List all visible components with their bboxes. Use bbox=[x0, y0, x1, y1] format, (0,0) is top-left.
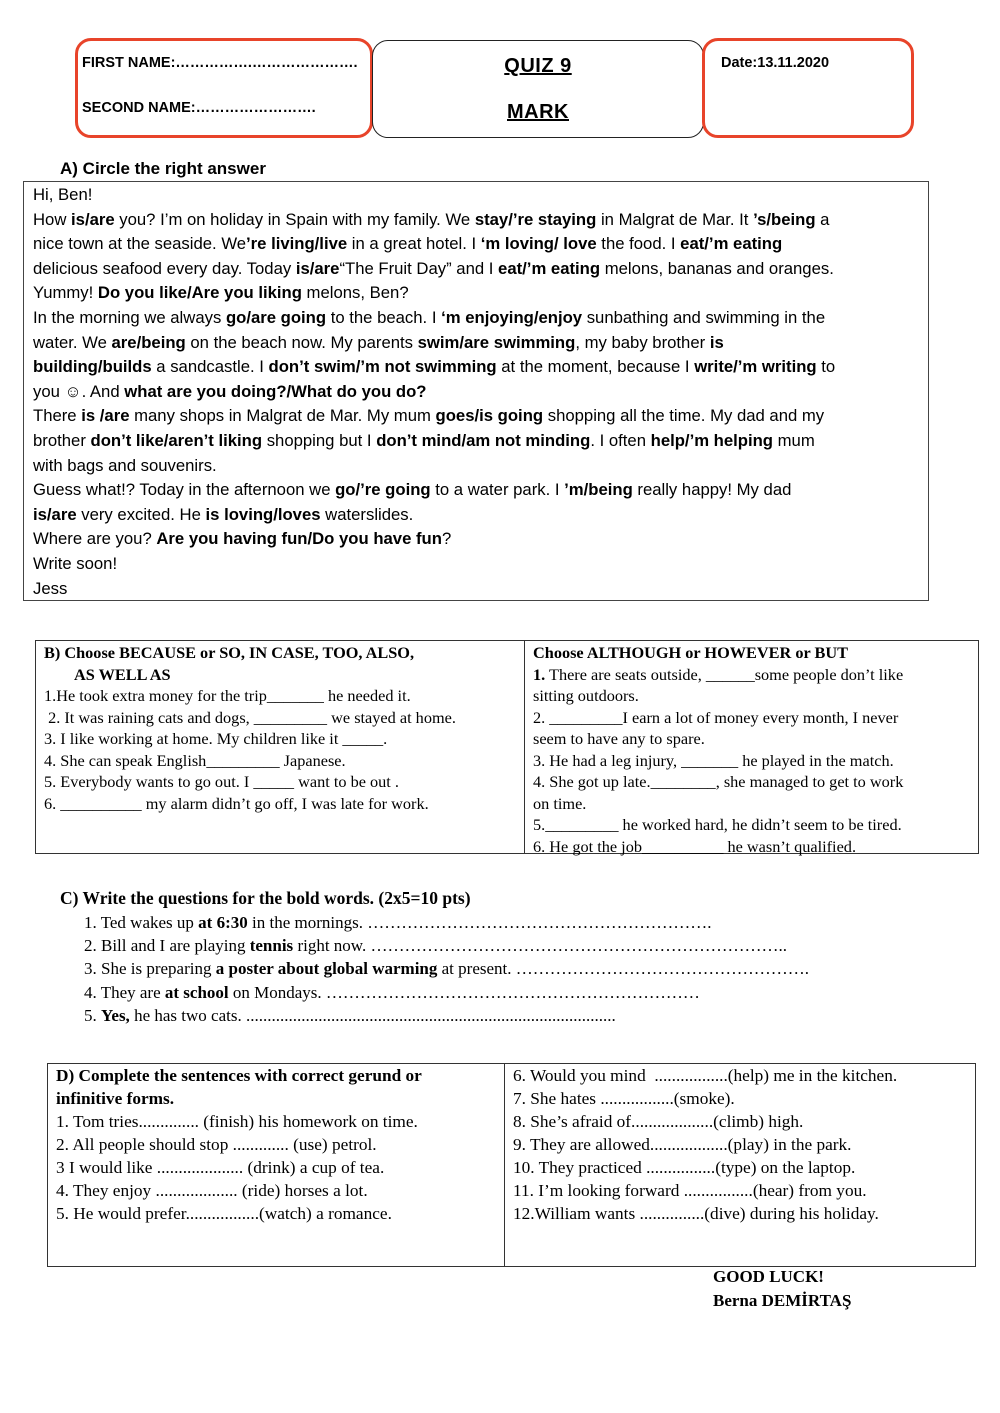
list-item: 4. She can speak English_________ Japanese. bbox=[44, 750, 346, 770]
text-run: How bbox=[33, 209, 72, 229]
list-item: 5. Everybody wants to go out. I _____ want to be out . bbox=[44, 772, 399, 791]
text-run: you ☺. And bbox=[33, 381, 125, 401]
question-item bbox=[84, 1004, 616, 1027]
text-run: ? bbox=[441, 529, 452, 549]
text-run: in the mornings. ……………………………………………………. bbox=[247, 913, 712, 932]
question-item bbox=[84, 957, 809, 980]
letter-line bbox=[33, 232, 919, 257]
text-run: delicious seafood every day. Today bbox=[33, 258, 296, 278]
letter-line bbox=[33, 429, 919, 454]
text-run: at present. ……………………………………………. bbox=[437, 959, 809, 978]
text-run: Where are you? bbox=[33, 529, 157, 549]
text-run: really happy! My dad bbox=[632, 480, 792, 500]
good-luck-text: GOOD LUCK! bbox=[713, 1267, 824, 1286]
text-run: “The Fruit Day” and I bbox=[339, 258, 499, 278]
bold-option[interactable]: go/’re going bbox=[335, 480, 431, 500]
text-run: sunbathing and swimming in the bbox=[582, 307, 826, 327]
list-item: seem to have any to spare. bbox=[533, 729, 705, 748]
letter-line bbox=[33, 306, 919, 331]
text-run: shopping but I bbox=[262, 430, 377, 450]
list-item: 6. He got the job__________ he wasn’t qualified. bbox=[533, 836, 857, 856]
text-run: very excited. He bbox=[76, 504, 206, 524]
list-item: 7. She hates .................(smoke). bbox=[513, 1089, 735, 1108]
text-run: mum bbox=[773, 430, 815, 450]
section-a-title: A) Circle the right answer bbox=[60, 159, 266, 178]
text-run: on the beach now. My parents bbox=[185, 332, 418, 352]
text-run: a sandcastle. I bbox=[151, 357, 269, 377]
text-run: you? I’m on holiday in Spain with my family. We bbox=[114, 209, 475, 229]
bold-option[interactable]: is loving/loves bbox=[205, 504, 321, 524]
section-a-letter bbox=[23, 181, 929, 601]
text-run: melons, bananas and oranges. bbox=[600, 258, 834, 278]
bold-option[interactable]: ’s/being bbox=[753, 209, 816, 229]
bold-option[interactable]: don’t swim/’m not swimming bbox=[268, 357, 497, 377]
question-item bbox=[84, 981, 700, 1004]
list-item: 3. He had a leg injury, _______ he played in the match. bbox=[533, 750, 894, 770]
date-label: Date:13.11.2020 bbox=[721, 55, 830, 71]
item-text: There are seats outside, ______some people don’t like bbox=[545, 664, 904, 684]
letter-line bbox=[33, 527, 919, 552]
section-b-title-cont: AS WELL AS bbox=[74, 664, 171, 684]
list-item: 5._________ he worked hard, he didn’t seem to be tired. bbox=[533, 815, 902, 834]
text-run: 4. They are bbox=[84, 983, 165, 1002]
text-run: right now. ……………………………………………………………….. bbox=[293, 936, 787, 955]
letter-line bbox=[33, 257, 919, 282]
bold-option[interactable]: at school bbox=[164, 983, 229, 1002]
bold-option[interactable]: swim/are swimming bbox=[417, 332, 576, 352]
letter-line bbox=[33, 355, 919, 380]
list-item: 10. They practiced ................(type) on the laptop. bbox=[513, 1158, 856, 1177]
list-item: 1. Tom tries.............. (finish) his homework on time. bbox=[56, 1112, 418, 1131]
text-run: 2. Bill and I are playing bbox=[84, 936, 250, 955]
text-run: 3. She is preparing bbox=[84, 959, 216, 978]
section-b-table bbox=[35, 640, 979, 854]
section-b-right-title: Choose ALTHOUGH or HOWEVER or BUT bbox=[533, 643, 848, 662]
text-run: to the beach. I bbox=[326, 307, 442, 327]
list-item: 3 I would like .................... (drink) a cup of tea. bbox=[56, 1158, 385, 1177]
name-box bbox=[75, 38, 373, 138]
section-d-table bbox=[47, 1063, 976, 1267]
text-run: , my baby brother bbox=[575, 332, 710, 352]
text-run: shopping all the time. My dad and my bbox=[543, 406, 825, 426]
mark-label: MARK bbox=[507, 101, 569, 123]
first-name-field[interactable]: FIRST NAME:…………….…………………. bbox=[82, 55, 358, 71]
list-item: 3. I like working at home. My children like it _____. bbox=[44, 729, 388, 748]
text-run: Yummy! bbox=[33, 283, 98, 303]
list-item: 5. He would prefer.................(watch) a romance. bbox=[56, 1204, 392, 1223]
bold-option[interactable]: is/are bbox=[33, 504, 77, 524]
letter-line bbox=[33, 281, 919, 306]
question-item bbox=[84, 934, 787, 957]
bold-option[interactable]: at 6:30 bbox=[198, 913, 248, 932]
quiz-title: QUIZ 9 bbox=[504, 55, 572, 77]
item-number: 1. bbox=[533, 664, 546, 684]
text-run: In the morning we always bbox=[33, 307, 226, 327]
quiz-mark-box bbox=[372, 40, 704, 138]
list-item: 2. All people should stop ............. (use) petrol. bbox=[56, 1135, 377, 1154]
bold-option[interactable]: ‘m loving/ love bbox=[480, 234, 597, 254]
bold-option[interactable]: Are you having fun/Do you have fun bbox=[156, 529, 442, 549]
bold-option[interactable]: write/’m writing bbox=[694, 357, 817, 377]
list-item: on time. bbox=[533, 793, 587, 813]
letter-line bbox=[33, 380, 919, 405]
bold-option[interactable]: ‘m enjoying/enjoy bbox=[441, 307, 583, 327]
list-item: 9. They are allowed..................(play) in the park. bbox=[513, 1135, 852, 1154]
list-item: 6. __________ my alarm didn’t go off, I was late for work. bbox=[44, 793, 429, 813]
text-run: . I often bbox=[590, 430, 651, 450]
section-d-right-column bbox=[505, 1064, 975, 1266]
list-item: 6. Would you mind .................(help) me in the kitchen. bbox=[513, 1066, 898, 1085]
text-run: brother bbox=[33, 430, 91, 450]
bold-option[interactable]: goes/is going bbox=[435, 406, 544, 426]
text-run: Guess what!? Today in the afternoon we bbox=[33, 480, 336, 500]
text-run: to a water park. I bbox=[430, 480, 565, 500]
author-name: Berna DEMİRTAŞ bbox=[713, 1291, 852, 1310]
second-name-field[interactable]: SECOND NAME:……………………. bbox=[82, 100, 316, 116]
bold-option[interactable]: eat/’m eating bbox=[498, 258, 601, 278]
text-run: he has two cats. ....................................................................................... bbox=[129, 1006, 616, 1025]
bold-option[interactable]: ’re living/live bbox=[246, 234, 348, 254]
section-b-left-column bbox=[36, 641, 525, 853]
section-d-title-cont: infinitive forms. bbox=[56, 1089, 175, 1108]
bold-option[interactable]: what are you doing?/What do you do? bbox=[124, 381, 427, 401]
section-b-right-column bbox=[525, 641, 978, 856]
letter-line bbox=[33, 552, 919, 577]
bold-option[interactable]: ’m/being bbox=[564, 480, 633, 500]
text-run: at the moment, because I bbox=[496, 357, 695, 377]
text-run: Jess bbox=[33, 578, 68, 598]
text-run: water. We bbox=[33, 332, 112, 352]
letter-line bbox=[33, 454, 919, 479]
list-item: 4. They enjoy ................... (ride) horses a lot. bbox=[56, 1181, 368, 1200]
bold-option[interactable]: is /are bbox=[81, 406, 130, 426]
bold-option[interactable]: is/are bbox=[295, 258, 340, 278]
section-b-title: B) Choose BECAUSE or SO, IN CASE, TOO, ALSO, bbox=[44, 643, 415, 662]
text-run: melons, Ben? bbox=[301, 283, 409, 303]
section-c-title: C) Write the questions for the bold words. (2x5=10 pts) bbox=[60, 888, 471, 908]
section-d-left-column bbox=[48, 1064, 505, 1266]
bold-option[interactable]: is/are bbox=[71, 209, 115, 229]
text-run: nice town at the seaside. We bbox=[33, 234, 247, 254]
text-run: waterslides. bbox=[320, 504, 414, 524]
text-run: in Malgrat de Mar. It bbox=[596, 209, 754, 229]
date-box bbox=[702, 38, 914, 138]
bold-option[interactable]: a poster about global warming bbox=[215, 959, 438, 978]
bold-option[interactable]: go/are going bbox=[225, 307, 327, 327]
text-run: 5. bbox=[84, 1006, 101, 1025]
bold-option[interactable]: stay/’re staying bbox=[474, 209, 597, 229]
bold-option[interactable]: eat/’m eating bbox=[680, 234, 783, 254]
bold-option[interactable]: building/builds bbox=[33, 357, 152, 377]
text-run: There bbox=[33, 406, 82, 426]
bold-option[interactable]: tennis bbox=[249, 936, 294, 955]
text-run: many shops in Malgrat de Mar. My mum bbox=[129, 406, 436, 426]
text-run: in a great hotel. I bbox=[347, 234, 481, 254]
text-run: on Mondays. ………………………………………………………… bbox=[228, 983, 700, 1002]
letter-line bbox=[33, 404, 919, 429]
question-item bbox=[84, 911, 711, 934]
list-item: 4. She got up late.________, she managed to get to work bbox=[533, 772, 904, 791]
text-run: a bbox=[815, 209, 830, 229]
list-item: sitting outdoors. bbox=[533, 686, 639, 705]
letter-line bbox=[33, 478, 919, 503]
list-item: 8. She’s afraid of...................(climb) high. bbox=[513, 1112, 804, 1131]
list-item: 11. I’m looking forward ................(hear) from you. bbox=[513, 1181, 867, 1200]
list-item: 2. It was raining cats and dogs, _________ we stayed at home. bbox=[44, 707, 456, 727]
text-run: 1. Ted wakes up bbox=[84, 913, 199, 932]
bold-option[interactable]: are/being bbox=[111, 332, 186, 352]
letter-line bbox=[33, 208, 919, 233]
bold-option[interactable]: is bbox=[709, 332, 724, 352]
bold-option[interactable]: don’t mind/am not minding bbox=[376, 430, 591, 450]
text-run: the food. I bbox=[596, 234, 681, 254]
list-item bbox=[533, 664, 970, 686]
list-item: 12.William wants ...............(dive) during his holiday. bbox=[513, 1204, 879, 1223]
letter-line bbox=[33, 577, 919, 602]
text-run: Hi, Ben! bbox=[33, 185, 93, 204]
letter-line bbox=[33, 503, 919, 528]
bold-option[interactable]: help/’m helping bbox=[650, 430, 774, 450]
list-item: 2. _________I earn a lot of money every month, I never bbox=[533, 707, 899, 727]
letter-line bbox=[33, 331, 919, 356]
section-d-title: D) Complete the sentences with correct gerund or bbox=[56, 1066, 422, 1085]
bold-option[interactable]: Do you like/Are you liking bbox=[97, 283, 302, 303]
letter-line bbox=[33, 183, 919, 208]
list-item: 1.He took extra money for the trip_______ he needed it. bbox=[44, 686, 411, 705]
bold-option[interactable]: Yes, bbox=[101, 1006, 130, 1025]
text-run: to bbox=[816, 357, 836, 377]
text-run: Write soon! bbox=[33, 553, 118, 573]
text-run: with bags and souvenirs. bbox=[33, 455, 217, 475]
bold-option[interactable]: don’t like/aren’t liking bbox=[90, 430, 263, 450]
